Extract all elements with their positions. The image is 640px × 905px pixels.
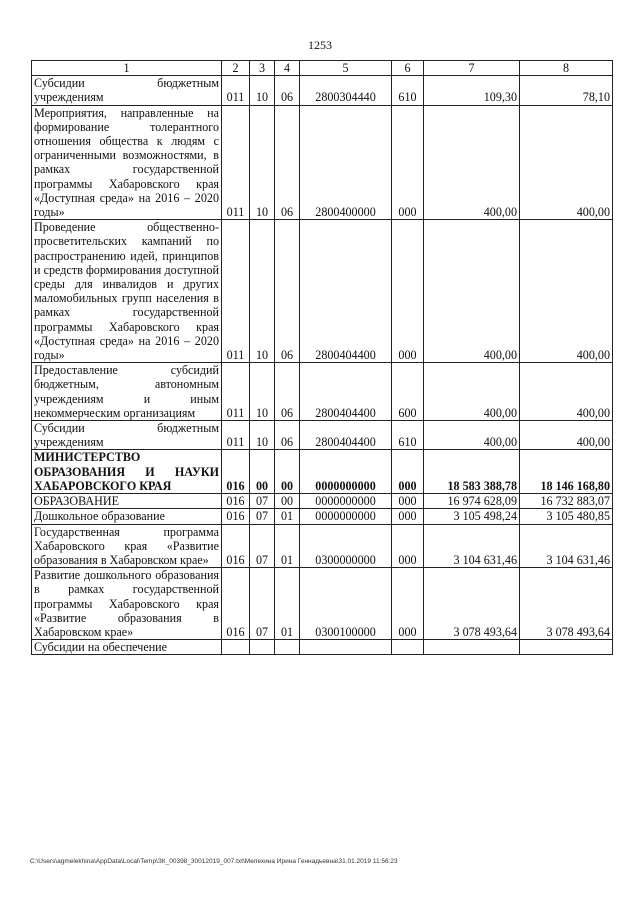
amount-year1-cell: 3 078 493,64 xyxy=(424,568,520,640)
ministry-code-cell: 016 xyxy=(222,450,250,494)
target-article-cell xyxy=(300,640,392,655)
amount-year1-cell: 400,00 xyxy=(424,105,520,220)
table-row xyxy=(32,363,613,421)
expense-type-cell: 610 xyxy=(392,421,424,450)
amount-year2-cell: 3 105 480,85 xyxy=(520,509,613,524)
subsection-code-cell: 00 xyxy=(275,494,300,509)
section-code-cell: 10 xyxy=(250,421,275,450)
header-cell: 4 xyxy=(275,61,300,76)
expense-type-cell: 000 xyxy=(392,509,424,524)
amount-year2-cell xyxy=(520,640,613,655)
amount-year1-cell: 400,00 xyxy=(424,363,520,421)
subsection-code-cell: 06 xyxy=(275,76,300,105)
budget-table xyxy=(31,60,613,655)
section-code-cell: 10 xyxy=(250,220,275,363)
subsection-code-cell xyxy=(275,640,300,655)
expense-type-cell: 600 xyxy=(392,363,424,421)
item-name-cell: Развитие дошкольного образования в рамках государственной программы Хабаровского края «Развитие образования в Хабаровском крае» xyxy=(32,568,222,640)
amount-year2-cell: 78,10 xyxy=(520,76,613,105)
table-body xyxy=(32,61,613,655)
header-cell: 6 xyxy=(392,61,424,76)
section-code-cell: 07 xyxy=(250,524,275,568)
expense-type-cell: 000 xyxy=(392,105,424,220)
table-row xyxy=(32,524,613,568)
amount-year1-cell: 16 974 628,09 xyxy=(424,494,520,509)
section-code-cell: 10 xyxy=(250,76,275,105)
target-article-cell: 2800304440 xyxy=(300,76,392,105)
amount-year2-cell: 400,00 xyxy=(520,421,613,450)
section-code-cell: 07 xyxy=(250,568,275,640)
item-name-cell: МИНИСТЕРСТВО ОБРАЗОВАНИЯ И НАУКИ ХАБАРОВСКОГО КРАЯ xyxy=(32,450,222,494)
section-code-cell: 00 xyxy=(250,450,275,494)
subsection-code-cell: 06 xyxy=(275,105,300,220)
ministry-code-cell xyxy=(222,640,250,655)
amount-year2-cell: 3 104 631,46 xyxy=(520,524,613,568)
file-path-footer: C:\Users\agmelekhina\AppData\Local\Temp\ЗК_00398_30012019_007.txt\Мелехина Ирина Геннадьевна\31.01.2019 11:56:23 xyxy=(30,858,398,865)
table-row xyxy=(32,568,613,640)
subsection-code-cell: 06 xyxy=(275,363,300,421)
section-code-cell: 07 xyxy=(250,494,275,509)
ministry-code-cell: 016 xyxy=(222,494,250,509)
subsection-code-cell: 00 xyxy=(275,450,300,494)
page-number: 1253 xyxy=(308,38,332,52)
table-row xyxy=(32,220,613,363)
target-article-cell: 0000000000 xyxy=(300,494,392,509)
expense-type-cell: 000 xyxy=(392,568,424,640)
section-code-cell: 10 xyxy=(250,105,275,220)
target-article-cell: 2800400000 xyxy=(300,105,392,220)
amount-year1-cell: 18 583 388,78 xyxy=(424,450,520,494)
subsection-code-cell: 06 xyxy=(275,220,300,363)
table-row xyxy=(32,509,613,524)
table-row xyxy=(32,421,613,450)
ministry-code-cell: 011 xyxy=(222,220,250,363)
header-cell: 5 xyxy=(300,61,392,76)
expense-type-cell: 000 xyxy=(392,524,424,568)
amount-year1-cell: 400,00 xyxy=(424,220,520,363)
amount-year1-cell: 3 105 498,24 xyxy=(424,509,520,524)
amount-year2-cell: 400,00 xyxy=(520,220,613,363)
amount-year2-cell: 400,00 xyxy=(520,105,613,220)
item-name-cell: Государственная программа Хабаровского края «Развитие образования в Хабаровском крае» xyxy=(32,524,222,568)
amount-year2-cell: 400,00 xyxy=(520,363,613,421)
subsection-code-cell: 01 xyxy=(275,568,300,640)
item-name-cell: Субсидии бюджетным учреждениям xyxy=(32,421,222,450)
section-code-cell: 10 xyxy=(250,363,275,421)
expense-type-cell: 000 xyxy=(392,220,424,363)
expense-type-cell: 000 xyxy=(392,494,424,509)
target-article-cell: 0000000000 xyxy=(300,509,392,524)
item-name-cell: Проведение общественно-просветительских кампаний по распространению идей, принципов и средств формирования доступной среды для инвалидов и других маломобильных групп населения в рамках государственной программы Хабаровского края «Доступная среда» на 2016 – 2020 годы» xyxy=(32,220,222,363)
table-row xyxy=(32,76,613,105)
section-code-cell xyxy=(250,640,275,655)
item-name-cell: Дошкольное образование xyxy=(32,509,222,524)
item-name-cell: Мероприятия, направленные на формирование толерантного отношения общества к людям с ограниченными возможностями, в рамках государственной программы Хабаровского края «Доступная среда» на 2016 – 2020 годы» xyxy=(32,105,222,220)
header-cell: 3 xyxy=(250,61,275,76)
amount-year1-cell: 109,30 xyxy=(424,76,520,105)
header-cell: 8 xyxy=(520,61,613,76)
ministry-code-cell: 016 xyxy=(222,509,250,524)
amount-year2-cell: 3 078 493,64 xyxy=(520,568,613,640)
ministry-code-cell: 011 xyxy=(222,105,250,220)
table-row xyxy=(32,105,613,220)
amount-year1-cell: 400,00 xyxy=(424,421,520,450)
item-name-cell: Субсидии бюджетным учреждениям xyxy=(32,76,222,105)
ministry-code-cell: 016 xyxy=(222,568,250,640)
target-article-cell: 2800404400 xyxy=(300,363,392,421)
subsection-code-cell: 01 xyxy=(275,509,300,524)
expense-type-cell: 610 xyxy=(392,76,424,105)
ministry-code-cell: 011 xyxy=(222,363,250,421)
section-code-cell: 07 xyxy=(250,509,275,524)
ministry-code-cell: 016 xyxy=(222,524,250,568)
table-row xyxy=(32,494,613,509)
item-name-cell: Субсидии на обеспечение xyxy=(32,640,222,655)
amount-year1-cell xyxy=(424,640,520,655)
expense-type-cell: 000 xyxy=(392,450,424,494)
amount-year1-cell: 3 104 631,46 xyxy=(424,524,520,568)
target-article-cell: 2800404400 xyxy=(300,220,392,363)
target-article-cell: 0300000000 xyxy=(300,524,392,568)
ministry-code-cell: 011 xyxy=(222,421,250,450)
subsection-code-cell: 01 xyxy=(275,524,300,568)
item-name-cell: ОБРАЗОВАНИЕ xyxy=(32,494,222,509)
table-row xyxy=(32,640,613,655)
header-cell: 1 xyxy=(32,61,222,76)
expense-type-cell xyxy=(392,640,424,655)
ministry-code-cell: 011 xyxy=(222,76,250,105)
amount-year2-cell: 18 146 168,80 xyxy=(520,450,613,494)
amount-year2-cell: 16 732 883,07 xyxy=(520,494,613,509)
table-row xyxy=(32,450,613,494)
table-header-row xyxy=(32,61,613,76)
item-name-cell: Предоставление субсидий бюджетным, автономным учреждениям и иным некоммерческим организациям xyxy=(32,363,222,421)
target-article-cell: 2800404400 xyxy=(300,421,392,450)
target-article-cell: 0300100000 xyxy=(300,568,392,640)
header-cell: 7 xyxy=(424,61,520,76)
target-article-cell: 0000000000 xyxy=(300,450,392,494)
subsection-code-cell: 06 xyxy=(275,421,300,450)
header-cell: 2 xyxy=(222,61,250,76)
